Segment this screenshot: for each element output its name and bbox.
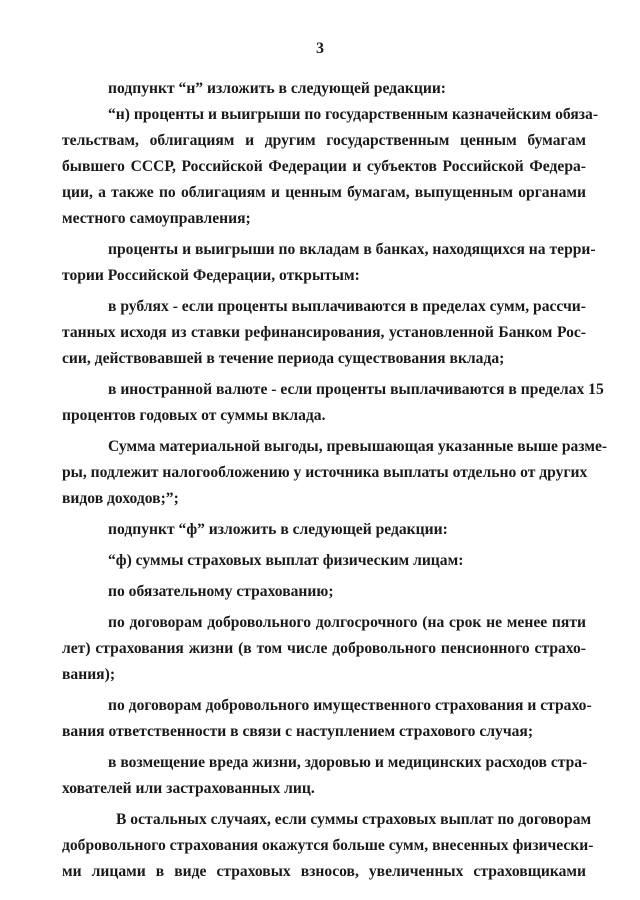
text-line: ры, подлежит налогообложению у источника выплаты отдельно от других — [62, 464, 588, 481]
text-line: “н) проценты и выигрыши по государственным казначейским обяза- — [108, 106, 599, 123]
text-line: подпункт “ф” изложить в следующей редакции: — [108, 521, 448, 538]
text-line: добровольного страхования окажутся больше сумм, внесенных физически- — [62, 837, 594, 854]
text-line: “ф) суммы страховых выплат физическим лицам: — [108, 552, 464, 569]
text-line: бывшего СССР, Российской Федерации и субъектов Российской Федера- — [62, 158, 586, 175]
text-line: танных исходя из ставки рефинансирования, установленной Банком Рос- — [62, 324, 586, 341]
text-line: В остальных случаях, если суммы страховых выплат по договорам — [116, 811, 592, 828]
text-line: по договорам добровольного имущественного страхования и страхо- — [108, 697, 592, 714]
text-line: видов доходов;”; — [62, 490, 179, 507]
text-line: ми лицами в виде страховых взносов, увеличенных страховщиками — [62, 863, 586, 880]
text-line: процентов годовых от суммы вклада. — [62, 407, 326, 424]
text-line: проценты и выигрыши по вкладам в банках, находящихся на терри- — [108, 241, 596, 258]
text-line: тельствам, облигациям и другим государственным ценным бумагам — [62, 132, 586, 149]
text-line: по договорам добровольного долгосрочного (на срок не менее пяти — [108, 614, 586, 631]
text-line: вания ответственности в связи с наступлением страхового случая; — [62, 723, 534, 740]
text-line: Сумма материальной выгоды, превышающая указанные выше разме- — [108, 438, 608, 455]
page-number: 3 — [316, 40, 324, 57]
text-line: сии, действовавшей в течение периода существования вклада; — [62, 350, 505, 367]
text-line: хователей или застрахованных лиц. — [62, 780, 315, 797]
text-line: в рублях - если проценты выплачиваются в пределах сумм, рассчи- — [108, 298, 586, 315]
text-line: тории Российской Федерации, открытым: — [62, 267, 360, 284]
text-line: ции, а также по облигациям и ценным бумагам, выпущенным органами — [62, 184, 586, 201]
text-line: местного самоуправления; — [62, 210, 251, 227]
document-body — [62, 76, 608, 885]
text-line: по обязательному страхованию; — [108, 583, 334, 600]
text-line: в иностранной валюте - если проценты выплачиваются в пределах 15 — [108, 381, 604, 398]
text-line: лет) страхования жизни (в том числе добровольного пенсионного страхо- — [62, 640, 586, 657]
text-line: подпункт “н” изложить в следующей редакции: — [108, 80, 446, 97]
text-line: в возмещение вреда жизни, здоровью и медицинских расходов стра- — [108, 754, 588, 771]
text-line: вания); — [62, 666, 116, 683]
